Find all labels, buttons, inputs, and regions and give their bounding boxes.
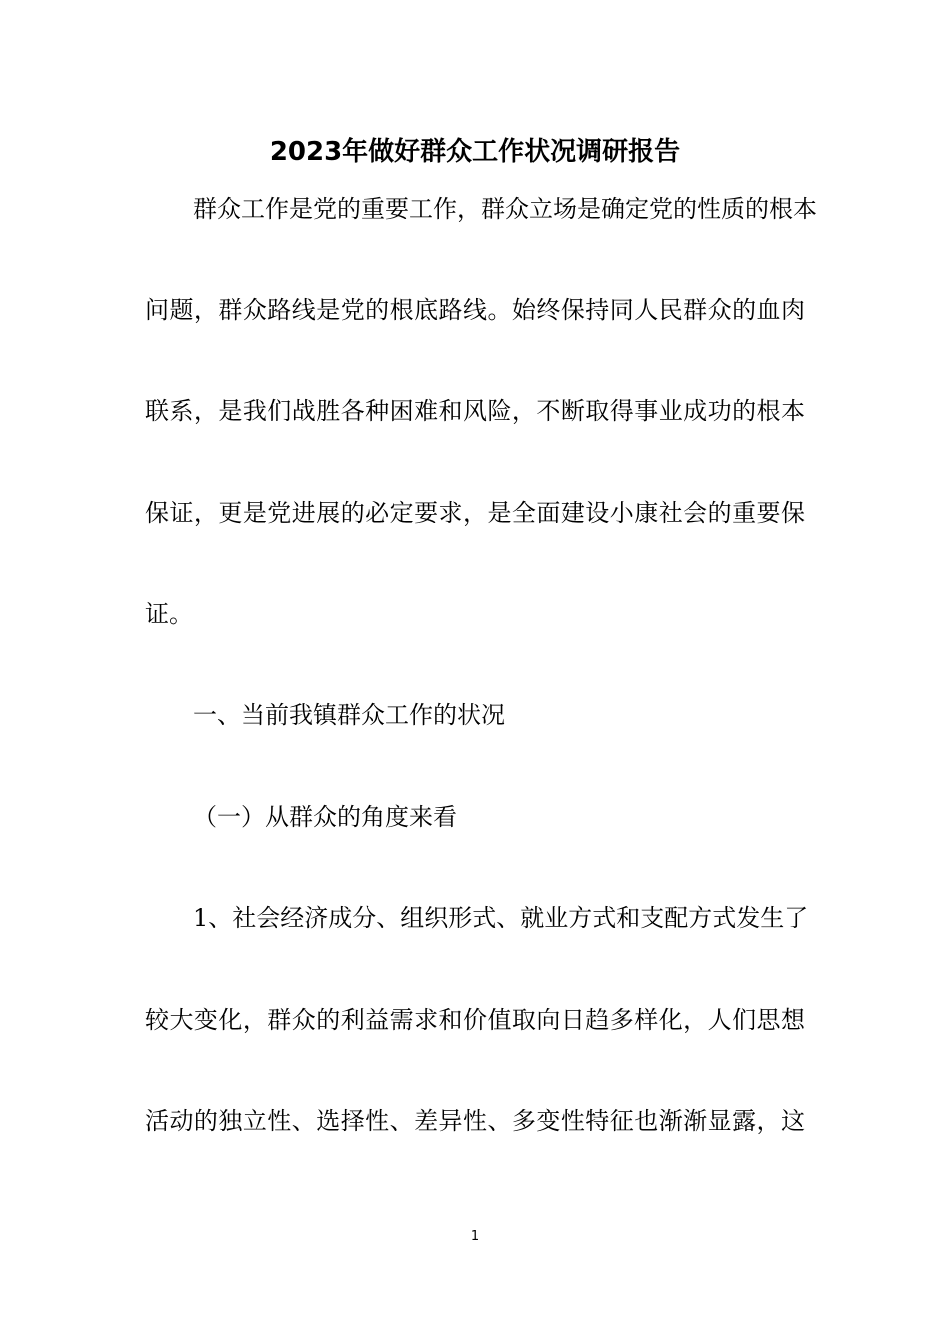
- subsection-heading: （一）从群众的角度来看: [193, 803, 457, 831]
- intro-line: 联系，是我们战胜各种困难和风险，不断取得事业成功的根本: [145, 397, 805, 425]
- section-heading: 一、当前我镇群众工作的状况: [193, 701, 505, 729]
- item1-line: 较大变化，群众的利益需求和价值取向日趋多样化，人们思想: [145, 1006, 805, 1034]
- page-number: 1: [470, 1229, 480, 1244]
- item1-line: 1、社会经济成分、组织形式、就业方式和支配方式发生了: [193, 904, 809, 932]
- intro-line: 保证，更是党进展的必定要求，是全面建设小康社会的重要保: [145, 499, 805, 527]
- document-title: 2023年做好群众工作状况调研报告: [269, 137, 681, 167]
- intro-line: 证。: [145, 600, 193, 628]
- intro-line: 问题，群众路线是党的根底路线。始终保持同人民群众的血肉: [145, 296, 805, 324]
- intro-line: 群众工作是党的重要工作，群众立场是确定党的性质的根本: [193, 195, 817, 223]
- item1-line: 活动的独立性、选择性、差异性、多变性特征也渐渐显露，这: [145, 1107, 805, 1135]
